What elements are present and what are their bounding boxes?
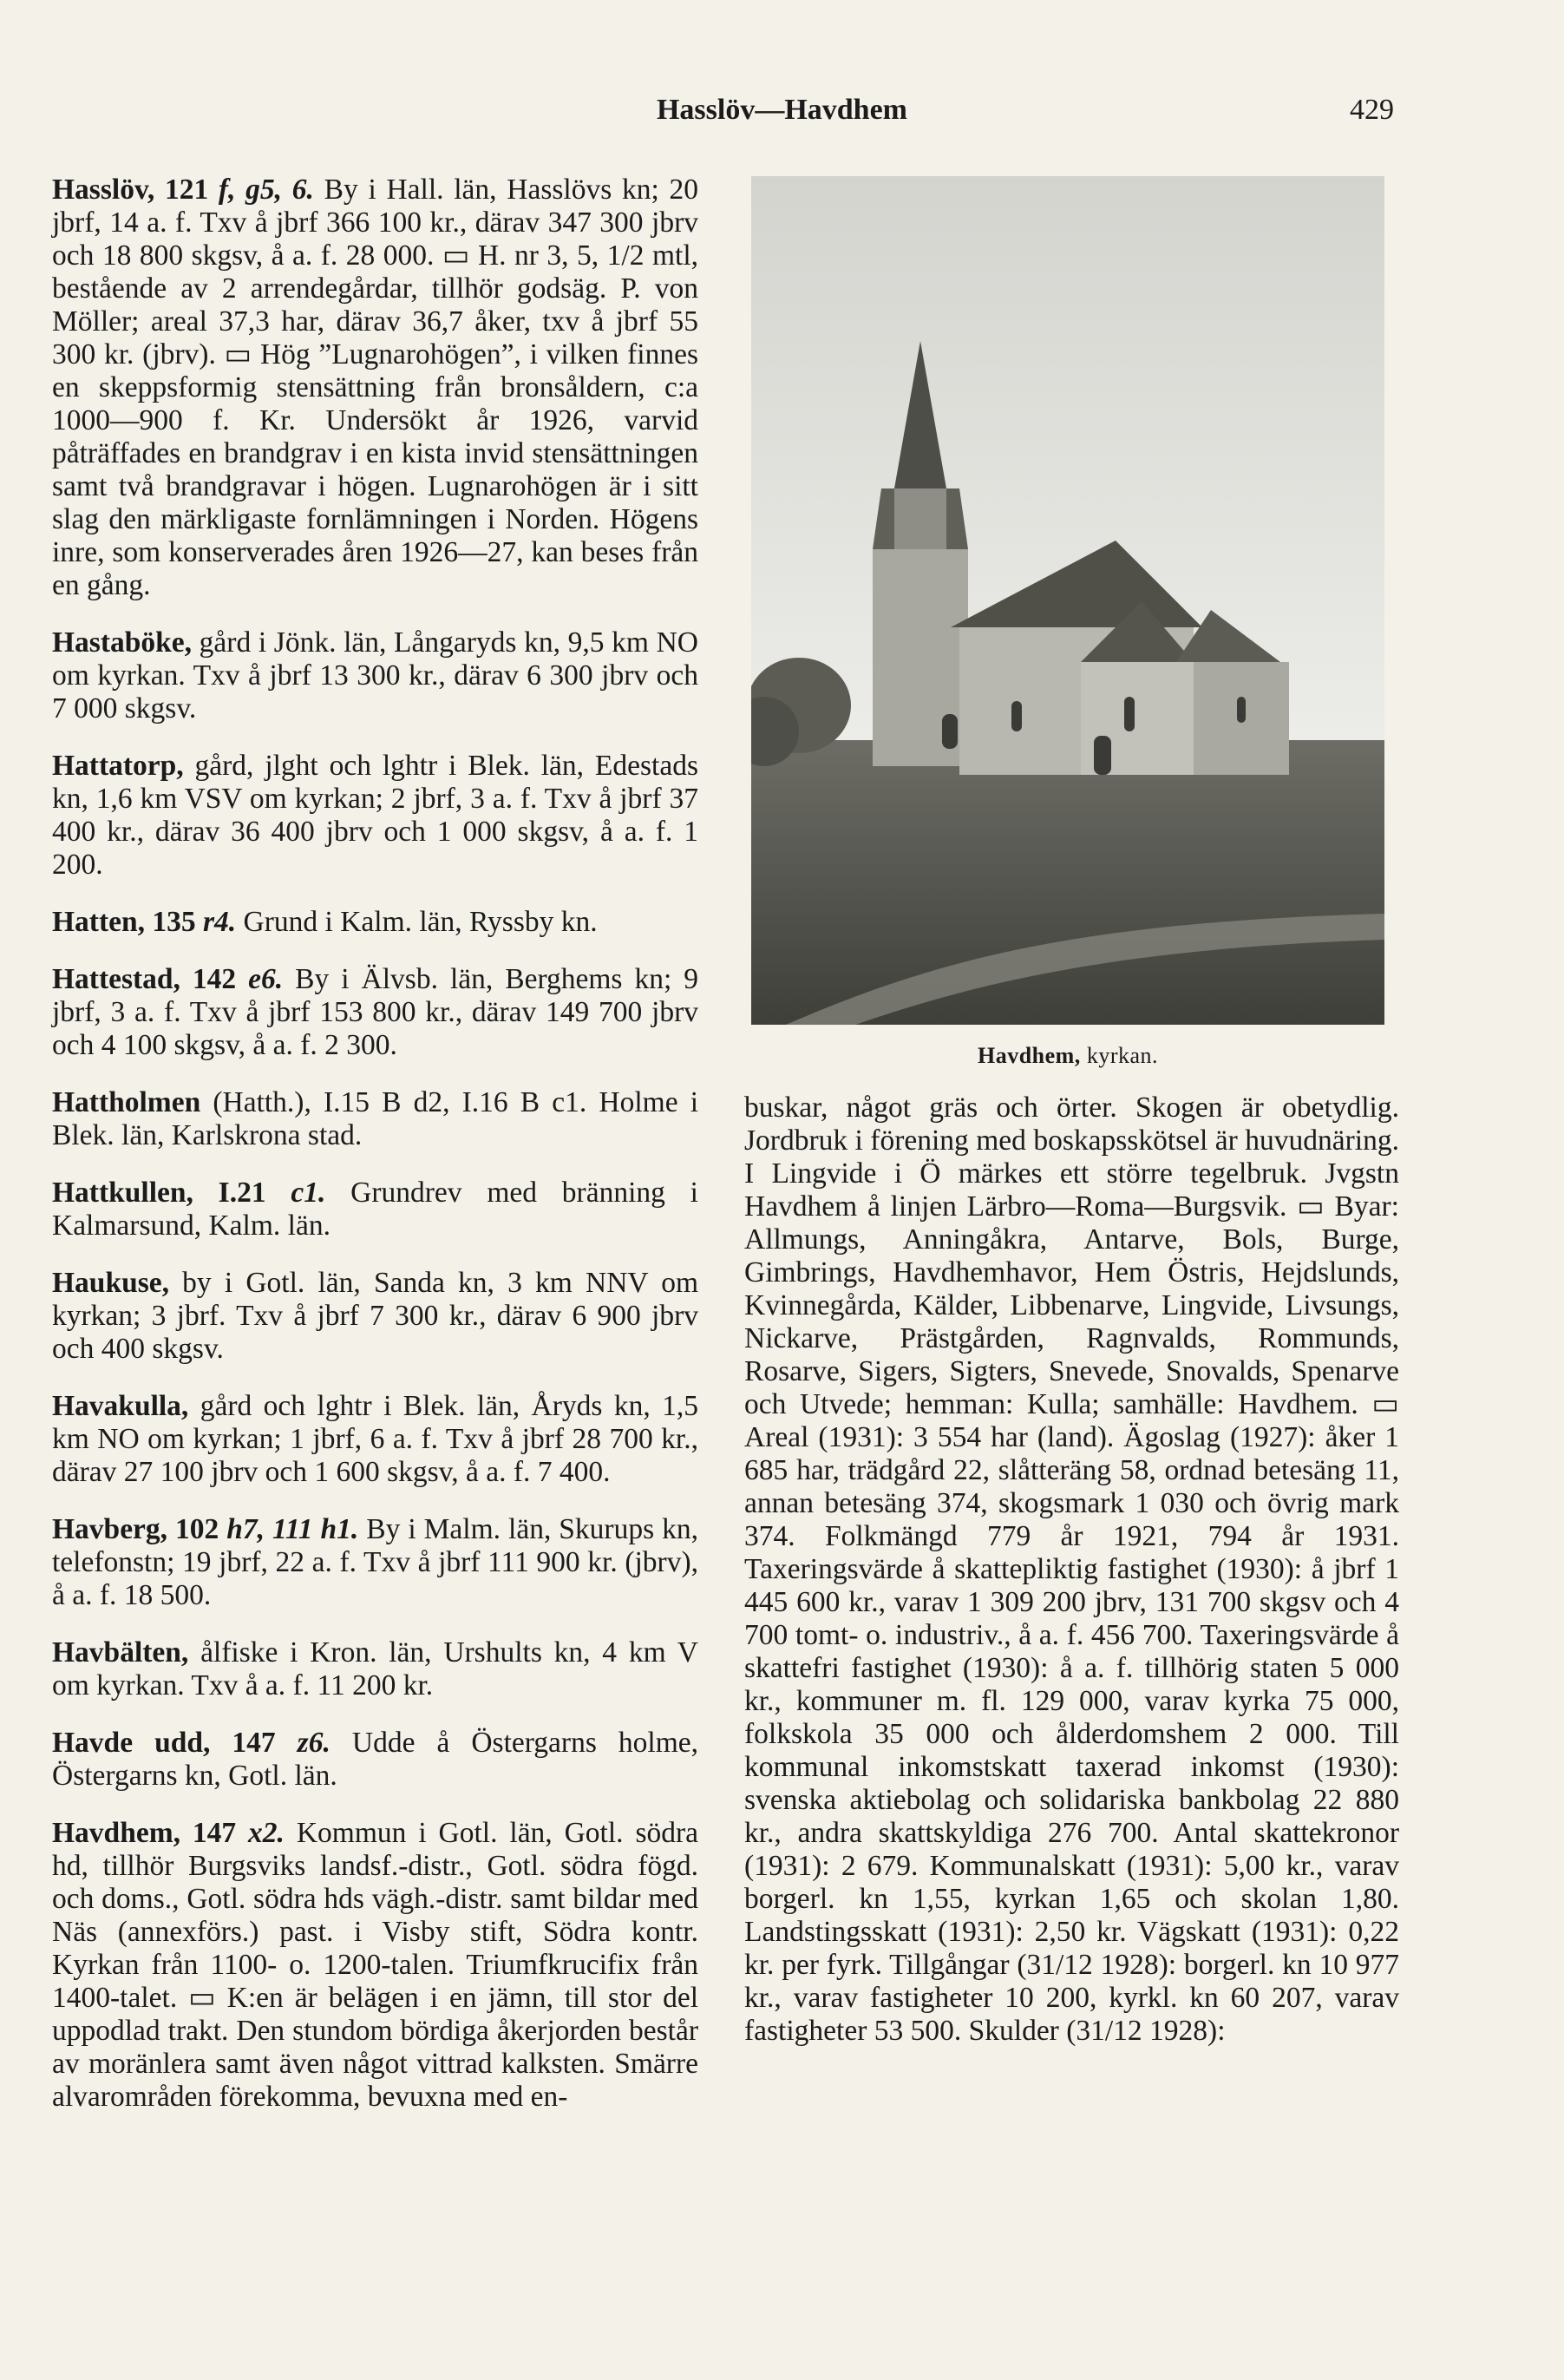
entry-havbalten [52,1636,698,1702]
entry-text: gård och lghtr i Blek. län, Åryds kn, 1,5 km NO om kyrkan; 1 jbrf, 6 a. f. Txv å jbrf 28 700 kr., därav 27 100 jbrv och 1 600 skgsv, å a. f. 7 400. [52,1390,698,1488]
entry-hattatorp [52,750,698,882]
headword: Hasslöv, 121 [52,174,209,206]
headword: Hastaböke, [52,626,193,659]
entry-text: gård, jlght och lghtr i Blek. län, Edestads kn, 1,6 km VSV om kyrkan; 2 jbrf, 3 a. f. Txv å jbrf 37 400 kr., därav 36 400 jbrv och 1 000 skgsv, å a. f. 1 200. [52,750,698,881]
church-illustration [751,176,1384,1025]
headword: Hatten, 135 [52,906,196,938]
caption-rest: kyrkan. [1080,1043,1159,1068]
entry-havberg [52,1513,698,1612]
entry-text: gård i Jönk. län, Långaryds kn, 9,5 km NO om kyrkan. Txv å jbrf 13 300 kr., därav 6 300 jbrv och 7 000 skgsv. [52,626,698,724]
entry-hattkullen [52,1177,698,1242]
entry-text: Udde å Östergarns holme, Östergarns kn, Gotl. län. [52,1727,699,1792]
headword: Havakulla, [52,1390,189,1422]
page-header [0,94,1564,137]
entry-text: (Hatth.), I.15 B d2, I.16 B c1. Holme i Blek. län, Karlskrona stad. [52,1086,698,1151]
entry-havdhem-continued: buskar, något gräs och örter. Skogen är obetydlig. Jordbruk i förening med boskapsskötsel är huvudnäring. I Lingvide i Ö märkes ett större tegelbruk. Jvgstn Havdhem å linjen Lärbro—Roma—Burgsvik. ▭ Byar: Allmungs, Anningåkra, Antarve, Bols, Burge, Gimbrings, Havdhemhavor, Hem Östris, Hejdslunds, Kvinnegårda, Kälder, Libbenarve, Lingvide, Livsungs, Nickarve, Prästgården, Ragnvalds, Rommunds, Rosarve, Sigers, Sigters, Snevede, Snovalds, Spenarve och Utvede; hemman: Kulla; samhälle: Havdhem. ▭ Areal (1931): 3 554 har (land). Ägoslag (1927): åker 1 685 har, trädgård 22, slåtteräng 58, ordnad betesäng 11, annan betesäng 374, skogsmark 1 030 och övrig mark 374. Folkmängd 779 år 1921, 794 år 1931. Taxeringsvärde å skattepliktig fastighet (1930): å jbrf 1 445 600 kr., varav 1 309 200 jbrv, 131 700 skgsv och 4 700 tomt- o. industriv., å a. f. 456 700. Taxeringsvärde å skattefri fastighet (1930): å a. f. tillhörig staten 5 000 kr., kommuner m. fl. 129 000, varav kyrka 75 000, folkskola 35 000 och ålderdomshem 2 000. Till kommunal inkomstskatt taxerad inkomst (1930): svenska aktiebolag och solidariska bankbolag 22 880 kr., andra skattskyldiga 276 700. Antal skattekronor (1931): 2 679. Kommunalskatt (1931): 5,00 kr., varav borgerl. kn 1,55, kyrkan 1,65 och skolan 1,80. Landstingsskatt (1931): 2,50 kr. Vägskatt (1931): 0,22 kr. per fyrk. Tillgångar (31/12 1928): borgerl. kn 10 977 kr., varav fastigheter 10 200, kyrkl. kn 60 207, varav fastigheter 53 500. Skulder (31/12 1928): [744,1092,1399,2047]
headword: Havberg, 102 [52,1513,219,1545]
entry-text: By i Älvsb. län, Berghems kn; 9 jbrf, 3 a. f. Txv å jbrf 153 800 kr., därav 149 700 jbrv och 4 100 skgsv, å a. f. 2 300. [52,963,698,1061]
church-photo [751,176,1384,1025]
entry-havde-udd [52,1727,698,1793]
running-title: Hasslöv—Havdhem [656,94,908,126]
map-ref: r4. [195,906,237,938]
entry-hastaboke [52,626,698,725]
headword: Havdhem, 147 [52,1817,237,1849]
photo-caption [751,1043,1384,1069]
entry-haukuse [52,1267,698,1366]
entry-hattholmen [52,1086,698,1152]
map-ref: h7, 111 h1. [219,1513,359,1545]
page-number: 429 [1350,94,1394,126]
entry-text: by i Gotl. län, Sanda kn, 3 km NNV om kyrkan; 3 jbrf. Txv å jbrf 7 300 kr., därav 6 900 jbrv och 400 skgsv. [52,1267,698,1365]
map-ref: f, g5, 6. [208,174,314,206]
headword: Haukuse, [52,1267,169,1299]
headword: Hattholmen [52,1086,201,1118]
entry-text: Grund i Kalm. län, Ryssby kn. [236,906,598,938]
entry-hatten [52,906,698,939]
entry-havdhem [52,1817,698,2114]
entry-havakulla [52,1390,698,1489]
entry-text: By i Hall. län, Hasslövs kn; 20 jbrf, 14 a. f. Txv å jbrf 366 100 kr., därav 347 300 jbrv och 18 800 skgsv, å a. f. 28 000. ▭ H. nr 3, 5, 1/2 mtl, bestående av 2 arrendegårdar, tillhör godsäg. P. von Möller; areal 37,3 har, därav 36,7 åker, txv å jbrf 55 300 kr. (jbrv). ▭ Hög ”Lugnarohögen”, i vilken finnes en skeppsformig stensättning från bronsåldern, c:a 1000—900 f. Kr. Undersökt år 1926, varvid påträffades en brandgrav i en kista invid stensättningen samt två brandgravar i högen. Lugnarohögen är i sitt slag den märkligaste fornlämningen i Norden. Högens inre, som konserverades åren 1926—27, kan beses från en gång. [52,174,699,601]
headword: Havde udd, 147 [52,1727,276,1759]
entry-hattestad [52,963,698,1062]
entry-text: ålfiske i Kron. län, Urshults kn, 4 km V om kyrkan. Txv å a. f. 11 200 kr. [52,1636,698,1701]
entry-text: Kommun i Gotl. län, Gotl. södra hd, tillhör Burgsviks landsf.-distr., Gotl. södra fögd. och doms., Gotl. södra hds vägh.-distr. samt bildar med Näs (annexförs.) past. i Visby stift, Södra kontr. Kyrkan från 1100- o. 1200-talen. Triumfkrucifix från 1400-talet. ▭ K:en är belägen i en jämn, till stor del uppodlad trakt. Den stundom bördiga åkerjorden består av moränlera samt även något vittrad kalksten. Smärre alvarområden förekomma, bevuxna med en- [52,1817,699,2113]
headword: Havbälten, [52,1636,189,1669]
entry-text: Grundrev med bränning i Kalmarsund, Kalm. län. [52,1177,698,1242]
right-column [744,1092,1399,2072]
caption-name: Havdhem, [977,1043,1081,1068]
headword: Hattestad, 142 [52,963,237,995]
headword: Hattatorp, [52,750,184,782]
map-ref: x2. [236,1817,285,1849]
entry-text: By i Malm. län, Skurups kn, telefonstn; 19 jbrf, 22 a. f. Txv å jbrf 111 900 kr. (jbrv), å a. f. 18 500. [52,1513,698,1611]
map-ref: c1. [265,1177,326,1209]
headword: Hattkullen, I.21 [52,1177,266,1209]
left-column [52,174,698,2138]
map-ref: e6. [236,963,284,995]
entry-hasslov [52,174,698,602]
map-ref: z6. [275,1727,330,1759]
